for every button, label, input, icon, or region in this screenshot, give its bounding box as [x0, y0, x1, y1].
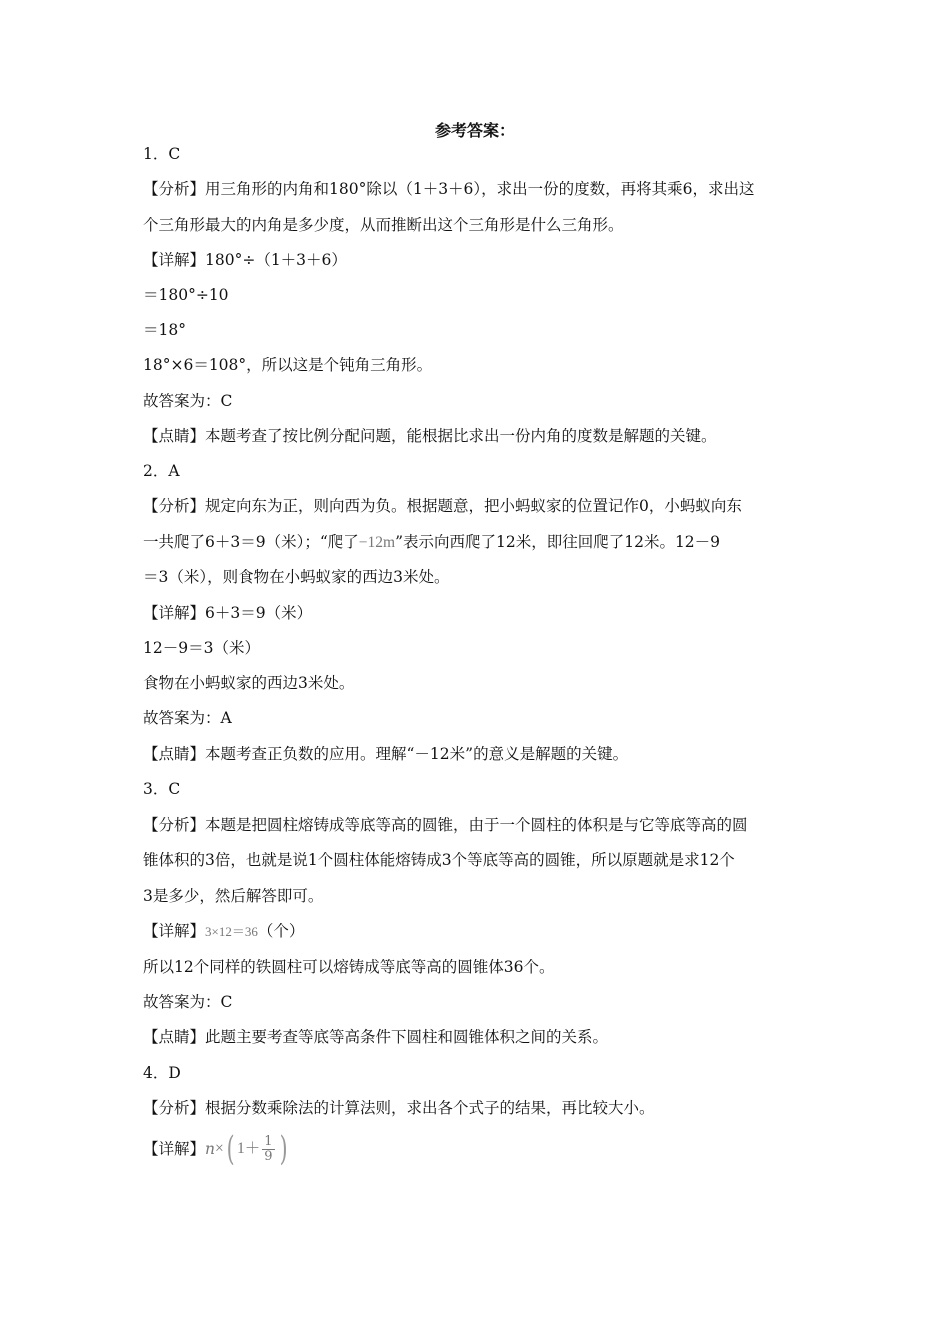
q4-math-variable-n: n — [205, 1140, 215, 1158]
q1-detail-line-2: ＝180°÷10 — [143, 286, 229, 304]
q4-detail-label: 【详解】 — [143, 1140, 206, 1158]
q3-comment: 【点睛】此题主要考查等底等高条件下圆柱和圆锥体积之间的关系。 — [143, 1028, 609, 1046]
q3-detail-line-1 — [143, 921, 304, 942]
q1-answer: 故答案为：C — [143, 392, 233, 410]
q2-detail-line-2: 12－9＝3（米） — [143, 639, 260, 657]
q4-detail-line-1 — [143, 1128, 290, 1169]
q2-analysis-line-3: ＝3（米），则食物在小蚂蚁家的西边3米处。 — [143, 568, 450, 586]
q2-analysis-line-2 — [143, 532, 720, 553]
q4-analysis-line-1: 【分析】根据分数乘除法的计算法则，求出各个式子的结果，再比较大小。 — [143, 1099, 655, 1117]
q4-math-times: × — [215, 1140, 224, 1157]
q4-fraction-numerator: 1 — [264, 1133, 273, 1149]
q2-analysis-text-b: ”表示向西爬了12米，即往回爬了12米。12－9 — [395, 533, 721, 551]
q3-answer: 故答案为：C — [143, 993, 233, 1011]
q2-comment: 【点睛】本题考查正负数的应用。理解“－12米”的意义是解题的关键。 — [143, 745, 629, 763]
right-paren-icon: ) — [279, 1129, 288, 1169]
q3-detail-label: 【详解】 — [143, 922, 206, 940]
q2-analysis-text-a: 一共爬了6＋3＝9（米）；“爬了 — [143, 533, 359, 551]
q3-analysis-line-3: 3是多少，然后解答即可。 — [143, 887, 324, 905]
q1-detail-line-1: 【详解】180°÷（1＋3＋6） — [143, 251, 347, 269]
q2-analysis-line-1: 【分析】规定向东为正，则向西为负。根据题意，把小蚂蚁家的位置记作0，小蚂蚁向东 — [143, 497, 742, 515]
left-paren-icon: ( — [226, 1129, 235, 1169]
q4-head: 4．D — [143, 1064, 181, 1082]
q1-head: 1．C — [143, 145, 181, 163]
q2-answer: 故答案为：A — [143, 709, 232, 727]
q1-detail-line-4: 18°×6＝108°，所以这是个钝角三角形。 — [143, 356, 433, 374]
q1-analysis-line-1: 【分析】用三角形的内角和180°除以（1＋3＋6），求出一份的度数，再将其乘6，求出这 — [143, 180, 755, 198]
q2-detail-line-1: 【详解】6＋3＝9（米） — [143, 604, 313, 622]
q3-detail-unit: （个） — [257, 922, 305, 940]
q4-math-one-plus: 1＋ — [237, 1140, 261, 1157]
q2-math-negative-12m: −12m — [358, 534, 396, 551]
q4-fraction-denominator: 9 — [264, 1148, 273, 1164]
q3-analysis-line-1: 【分析】本题是把圆柱熔铸成等底等高的圆锥，由于一个圆柱的体积是与它等底等高的圆 — [143, 816, 748, 834]
q3-analysis-line-2: 锥体积的3倍，也就是说1个圆柱体能熔铸成3个等底等高的圆锥，所以原题就是求12个 — [143, 851, 735, 869]
q3-head: 3．C — [143, 780, 181, 798]
q2-head: 2．A — [143, 462, 180, 480]
page-title: 参考答案： — [434, 121, 515, 140]
q1-comment: 【点睛】本题考查了按比例分配问题，能根据比求出一份内角的度数是解题的关键。 — [143, 427, 717, 445]
q2-detail-line-3: 食物在小蚂蚁家的西边3米处。 — [143, 674, 355, 692]
q3-math-equation: 3×12＝36 — [205, 924, 258, 939]
q3-detail-line-2: 所以12个同样的铁圆柱可以熔铸成等底等高的圆锥体36个。 — [143, 958, 555, 976]
q4-math-fraction — [262, 1135, 274, 1164]
q1-detail-line-3: ＝18° — [143, 321, 186, 339]
q1-analysis-line-2: 个三角形最大的内角是多少度，从而推断出这个三角形是什么三角形。 — [143, 216, 624, 234]
